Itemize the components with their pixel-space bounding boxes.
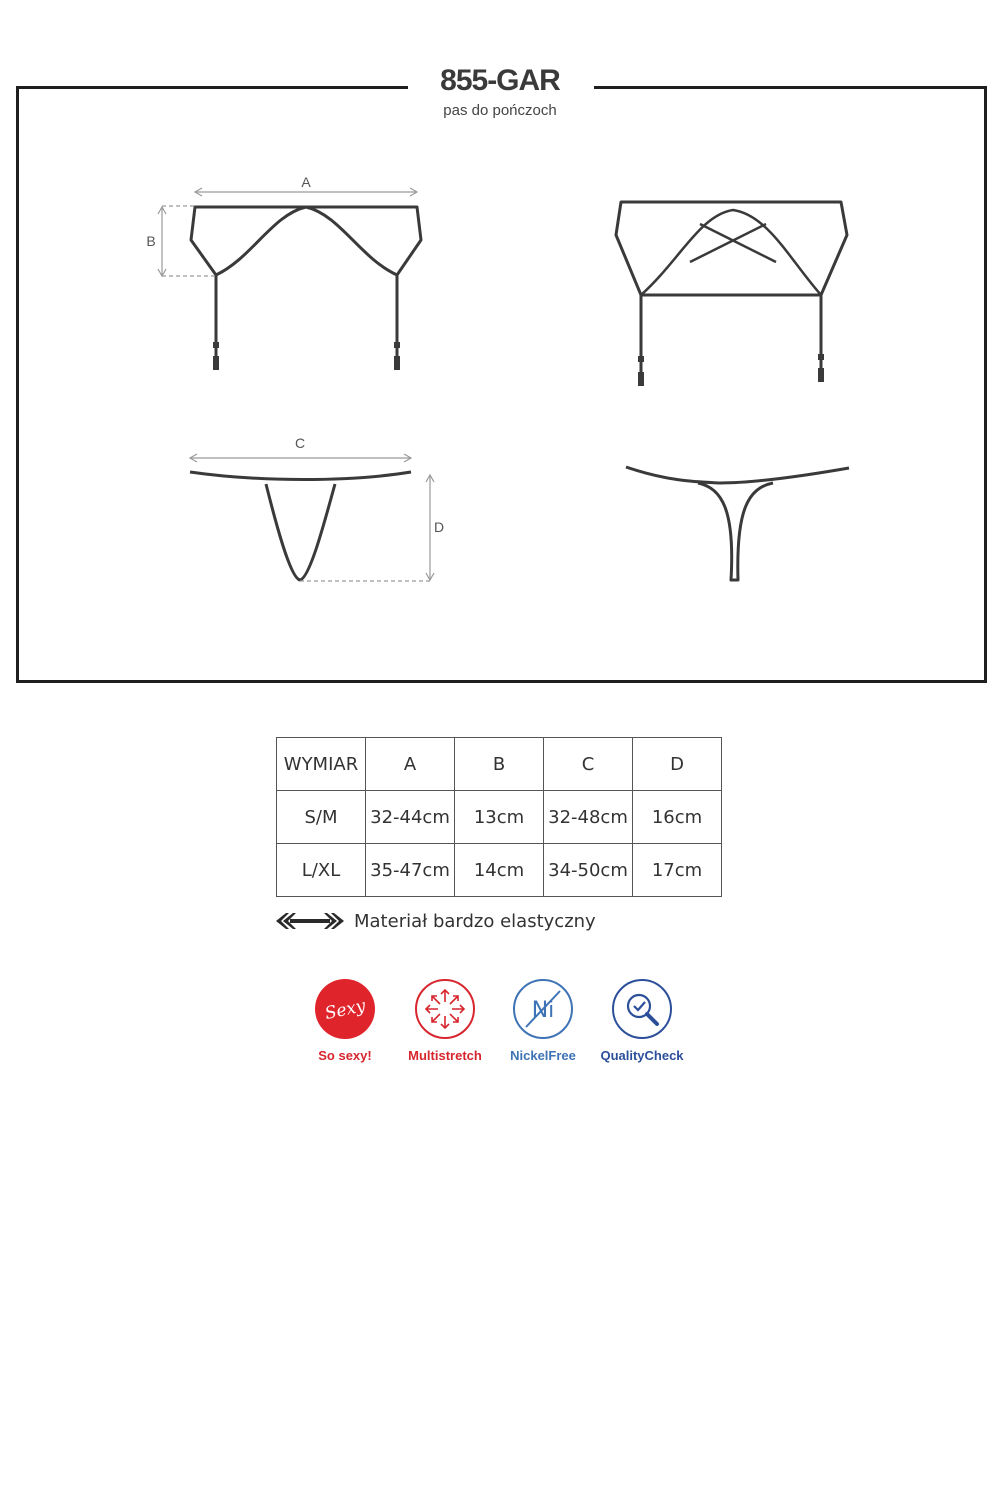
dimension-c-label: C — [294, 435, 306, 451]
size-table-cell: 17cm — [633, 844, 722, 897]
garter-clips-front — [213, 342, 400, 370]
garter-clips-back — [638, 354, 824, 386]
size-table-cell: S/M — [277, 791, 366, 844]
multistretch-icon — [414, 978, 476, 1040]
size-table-cell: 34-50cm — [544, 844, 633, 897]
badge-so-sexy — [295, 978, 395, 1063]
size-table-header-cell: B — [455, 738, 544, 791]
thong-back-drawing — [626, 467, 849, 580]
size-table-cell: 35-47cm — [366, 844, 455, 897]
dimension-b-marker — [158, 206, 216, 276]
sexy-icon-text: Sexy — [323, 995, 368, 1025]
size-table-row — [277, 844, 722, 897]
size-table-header-row — [277, 738, 722, 791]
dimension-d-label: D — [433, 519, 445, 535]
nickel-free-icon — [512, 978, 574, 1040]
size-table-header-cell: C — [544, 738, 633, 791]
size-table-header-cell: WYMIAR — [277, 738, 366, 791]
size-table-cell: 13cm — [455, 791, 544, 844]
technical-drawings — [0, 0, 1000, 700]
product-subtitle: pas do pończoch — [443, 102, 557, 119]
stretch-arrow-icon — [276, 912, 344, 930]
badge-quality-check — [592, 978, 692, 1063]
product-code-title: 855-GAR — [440, 64, 560, 97]
thong-front-drawing — [190, 472, 411, 580]
size-table-cell: 32-44cm — [366, 791, 455, 844]
size-table-row — [277, 791, 722, 844]
stretch-note — [276, 908, 596, 934]
quality-check-icon — [611, 978, 673, 1040]
size-table-header-cell: A — [366, 738, 455, 791]
size-table-header-cell: D — [633, 738, 722, 791]
badge-nickel-free — [493, 978, 593, 1063]
size-table-cell: 16cm — [633, 791, 722, 844]
badge-multistretch — [395, 978, 495, 1063]
size-table-cell: L/XL — [277, 844, 366, 897]
badge-label: QualityCheck — [600, 1048, 684, 1063]
dimension-a-label: A — [301, 174, 311, 190]
stretch-note-text: Materiał bardzo elastyczny — [354, 910, 596, 932]
nickel-free-icon-text: Ni — [531, 998, 555, 1023]
badge-label: Multistretch — [408, 1048, 482, 1063]
dimension-c-marker — [190, 454, 411, 462]
badge-label: NickelFree — [510, 1048, 576, 1063]
dimension-b-label: B — [146, 233, 156, 249]
garter-belt-front-drawing — [191, 207, 421, 362]
sexy-icon — [314, 978, 376, 1040]
dimension-d-marker — [300, 475, 434, 581]
badge-label: So sexy! — [318, 1048, 372, 1063]
size-table-cell: 32-48cm — [544, 791, 633, 844]
size-table-cell: 14cm — [455, 844, 544, 897]
size-table — [276, 737, 722, 897]
garter-belt-back-drawing — [616, 202, 847, 376]
feature-badges — [300, 978, 700, 1078]
